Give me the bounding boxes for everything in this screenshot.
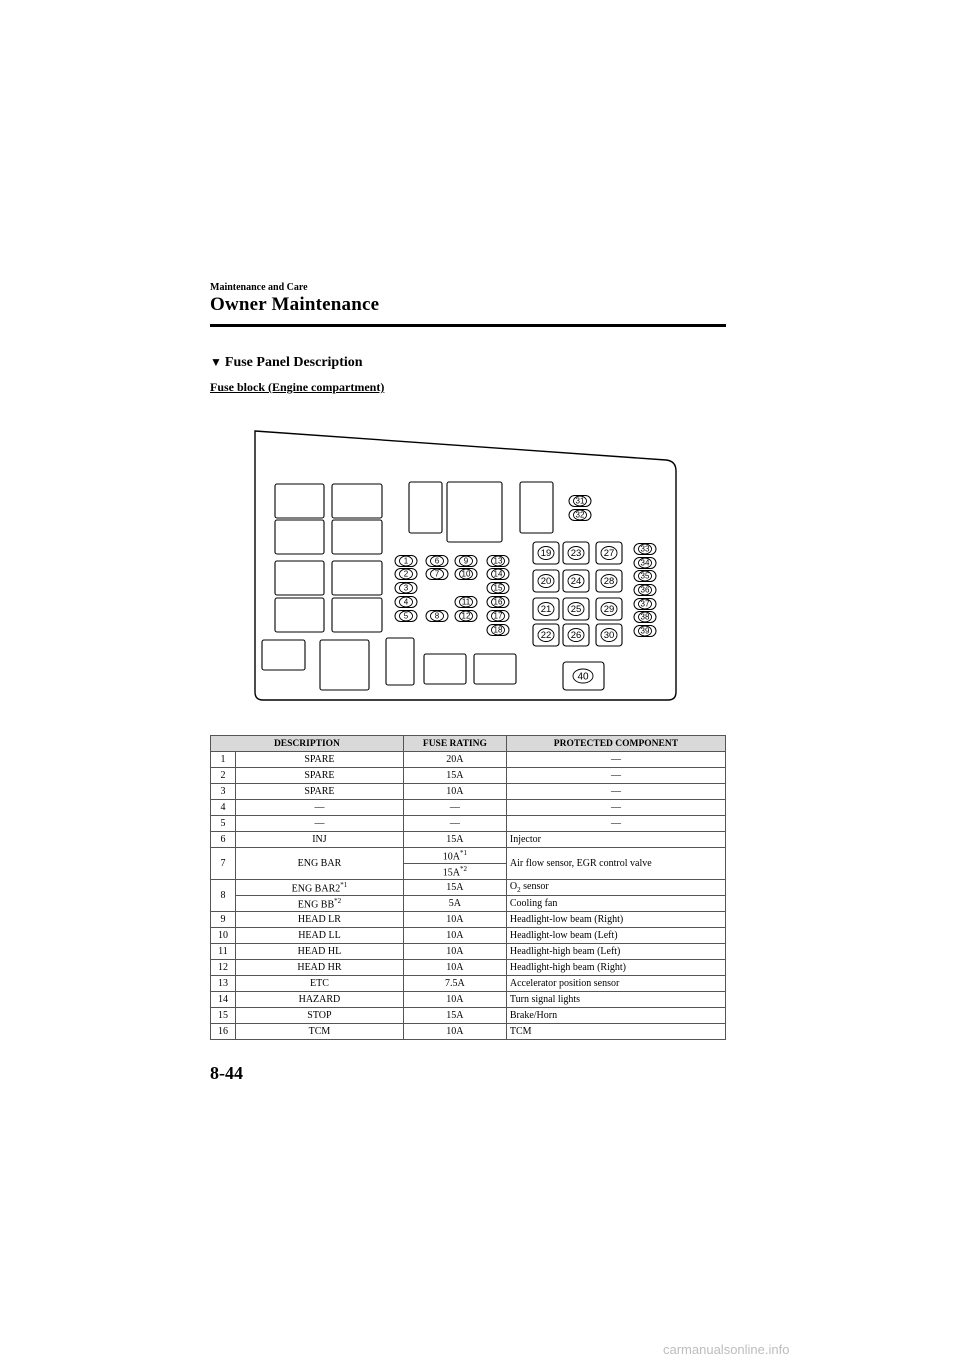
row-description: HEAD LR [236,912,404,928]
row-component: ― [506,800,725,816]
row-description: INJ [236,832,404,848]
fuse-13 [487,556,509,567]
row-component: Cooling fan [506,896,725,912]
relay-block-4 [332,520,382,554]
fuse-label: 27 [603,548,615,560]
row-number: 2 [211,768,236,784]
fuse-7 [426,569,448,580]
fuse-label: 15 [493,583,503,593]
relay-block-9 [409,482,442,533]
fuse-label: 13 [493,556,503,566]
fuse-21 [533,598,559,620]
row-number: 13 [211,976,236,992]
row-component: Headlight-low beam (Left) [506,928,725,944]
fuse-36 [634,585,656,596]
row-rating: 10A [403,784,506,800]
row-description: SPARE [236,784,404,800]
row-rating: 20A [403,752,506,768]
row-component: ― [506,784,725,800]
fuse-label: 2 [403,569,409,579]
relay-block-13 [320,640,369,690]
fuse-label: 31 [575,496,585,506]
fuse-label: 39 [640,626,650,636]
watermark: carmanualsonline.info [663,1342,790,1357]
fuse-5 [395,611,417,622]
fuse-15 [487,583,509,594]
relay-block-11 [520,482,553,533]
relay-block-6 [332,561,382,595]
row-number: 12 [211,960,236,976]
fuse-label: 17 [493,611,503,621]
page-title: Owner Maintenance [210,294,380,315]
row-number: 11 [211,944,236,960]
fuse-11 [455,597,477,608]
row-number: 8 [211,880,236,912]
fuse-table [210,735,726,1040]
table-row [211,992,726,1008]
row-number: 7 [211,848,236,880]
row-rating: 10A [403,1024,506,1040]
row-number: 1 [211,752,236,768]
row-rating: ― [403,800,506,816]
fuse-label: 38 [640,612,650,622]
table-row [211,784,726,800]
footnote-marker: *1 [340,880,348,889]
fuse-29 [596,598,622,620]
fuse-19 [533,542,559,564]
page-number: 8-44 [210,1063,243,1083]
fuse-label: 21 [540,604,552,616]
relay-block-1 [275,484,324,518]
table-row [211,816,726,832]
fuse-label: 7 [434,569,440,579]
row-description: SPARE [236,768,404,784]
fuse-label: 40 [577,671,589,683]
row-number: 14 [211,992,236,1008]
fuse-label: 23 [570,548,582,560]
fuse-39 [634,626,656,637]
fuse-1 [395,556,417,567]
fuse-26 [563,624,589,646]
row-rating: 5A [403,896,506,912]
row-component: ― [506,752,725,768]
row-rating: $10A^{*1}$ [403,848,506,864]
fuse-label: 10 [461,569,471,579]
table-header-row [211,736,726,752]
table-row [211,832,726,848]
relay-block-3 [275,520,324,554]
row-rating: 15A [403,880,506,896]
fuse-22 [533,624,559,646]
row-number: 9 [211,912,236,928]
fuse-label: 32 [575,510,585,520]
row-rating: 10A [403,960,506,976]
table-row [211,928,726,944]
table-row [211,800,726,816]
row-component: Turn signal lights [506,992,725,1008]
table-row [211,896,726,912]
row-description: ENG BAR2$^{*1}$ [236,880,404,896]
row-description: HEAD HL [236,944,404,960]
relay-block-8 [332,598,382,632]
row-description: HEAD LL [236,928,404,944]
fuse-label: 36 [640,585,650,595]
fuse-38 [634,612,656,623]
relay-block-7 [275,598,324,632]
fuse-8 [426,611,448,622]
fuse-24 [563,570,589,592]
fuse-label: 16 [493,597,503,607]
table-row [211,960,726,976]
row-rating: ― [403,816,506,832]
relay-block-16 [474,654,516,684]
row-description: ETC [236,976,404,992]
fuse-label: 18 [493,625,503,635]
footnote-marker: *1 [459,848,467,857]
fuse-2 [395,569,417,580]
subheading-text: Fuse Panel Description [224,355,363,370]
fuse-block-diagram [252,428,682,704]
row-component: $O_2$ sensor [506,880,725,896]
fuse-37 [634,599,656,610]
fuse-28 [596,570,622,592]
row-description: HEAD HR [236,960,404,976]
row-rating: 10A [403,928,506,944]
fuse-3 [395,583,417,594]
relay-block-14 [386,638,414,685]
row-description: SPARE [236,752,404,768]
fuse-label: 12 [461,611,471,621]
fuse-label: 8 [434,611,440,621]
fuse-label: 37 [640,599,650,609]
fuse-label: 20 [540,576,552,588]
fuse-27 [596,542,622,564]
relay-block-15 [424,654,466,684]
fuse-label: 22 [540,630,552,642]
fuse-6 [426,556,448,567]
row-component: Headlight-low beam (Right) [506,912,725,928]
fuse-16 [487,597,509,608]
table-row [211,848,726,864]
table-row [211,944,726,960]
relay-block-5 [275,561,324,595]
row-component: TCM [506,1024,725,1040]
fuse-label: 14 [493,569,503,579]
row-number: 5 [211,816,236,832]
subheading [210,355,363,371]
header-fuse-rating: FUSE RATING [403,736,506,752]
table-row [211,1008,726,1024]
relay-block-10 [447,482,502,542]
triangle-bullet-icon: ▼ [210,355,222,369]
row-number: 6 [211,832,236,848]
footnote-marker: *2 [459,864,467,873]
row-number: 15 [211,1008,236,1024]
fuse-label: 28 [603,576,615,588]
table-row [211,1024,726,1040]
fuse-12 [455,611,477,622]
fuse-label: 3 [403,583,409,593]
fuse-23 [563,542,589,564]
fuse-label: 33 [640,544,650,554]
table-row [211,880,726,896]
row-description: TCM [236,1024,404,1040]
row-rating: 15A [403,832,506,848]
row-component: ― [506,768,725,784]
fuse-31 [569,496,591,507]
row-rating: 15A [403,1008,506,1024]
header-description: DESCRIPTION [211,736,404,752]
row-rating: $15A^{*2}$ [403,864,506,880]
fuse-label: 11 [461,597,471,607]
fuse-4 [395,597,417,608]
row-description: ENG BAR [236,848,404,880]
fuse-40 [563,662,604,690]
row-rating: 7.5A [403,976,506,992]
fuse-10 [455,569,477,580]
fuse-label: 4 [403,597,409,607]
row-description: ― [236,800,404,816]
fuse-32 [569,510,591,521]
fuse-label: 6 [434,556,440,566]
fuse-label: 5 [403,611,409,621]
row-rating: 10A [403,944,506,960]
fuse-label: 25 [570,604,582,616]
fuse-label: 30 [603,630,615,642]
fuse-9 [455,556,477,567]
fuse-33 [634,544,656,555]
fuse-label: 29 [603,604,615,616]
fuse-30 [596,624,622,646]
fuse-18 [487,625,509,636]
fuse-25 [563,598,589,620]
relay-block-2 [332,484,382,518]
row-rating: 15A [403,768,506,784]
fuse-20 [533,570,559,592]
row-description: ― [236,816,404,832]
fuse-block-svg [252,428,682,704]
fuse-label: 9 [463,556,469,566]
fuse-label: 24 [570,576,582,588]
fuse-label: 35 [640,571,650,581]
row-component: ― [506,816,725,832]
row-number: 10 [211,928,236,944]
table-row [211,912,726,928]
fuse-label: 1 [403,556,409,566]
relay-block-12 [262,640,305,670]
row-component: Brake/Horn [506,1008,725,1024]
row-rating: 10A [403,992,506,1008]
row-description: ENG BB$^{*2}$ [236,896,404,912]
row-component: Air flow sensor, EGR control valve [506,848,725,880]
header-protected-component: PROTECTED COMPONENT [506,736,725,752]
fuse-14 [487,569,509,580]
title-divider [210,324,726,327]
row-component: Headlight-high beam (Right) [506,960,725,976]
row-number: 3 [211,784,236,800]
table-row [211,752,726,768]
footnote-marker: *2 [334,896,342,905]
fuse-17 [487,611,509,622]
row-component: Headlight-high beam (Left) [506,944,725,960]
fuse-label: 34 [640,558,650,568]
row-number: 16 [211,1024,236,1040]
row-description: HAZARD [236,992,404,1008]
table-row [211,976,726,992]
row-component: Injector [506,832,725,848]
fuse-label: 26 [570,630,582,642]
fuse-label: 19 [540,548,552,560]
fuse-34 [634,558,656,569]
table-row [211,768,726,784]
row-component: Accelerator position sensor [506,976,725,992]
fuse-35 [634,571,656,582]
row-description: STOP [236,1008,404,1024]
diagram-caption: Fuse block (Engine compartment) [210,380,385,394]
row-number: 4 [211,800,236,816]
row-rating: 10A [403,912,506,928]
section-label: Maintenance and Care [210,282,308,293]
